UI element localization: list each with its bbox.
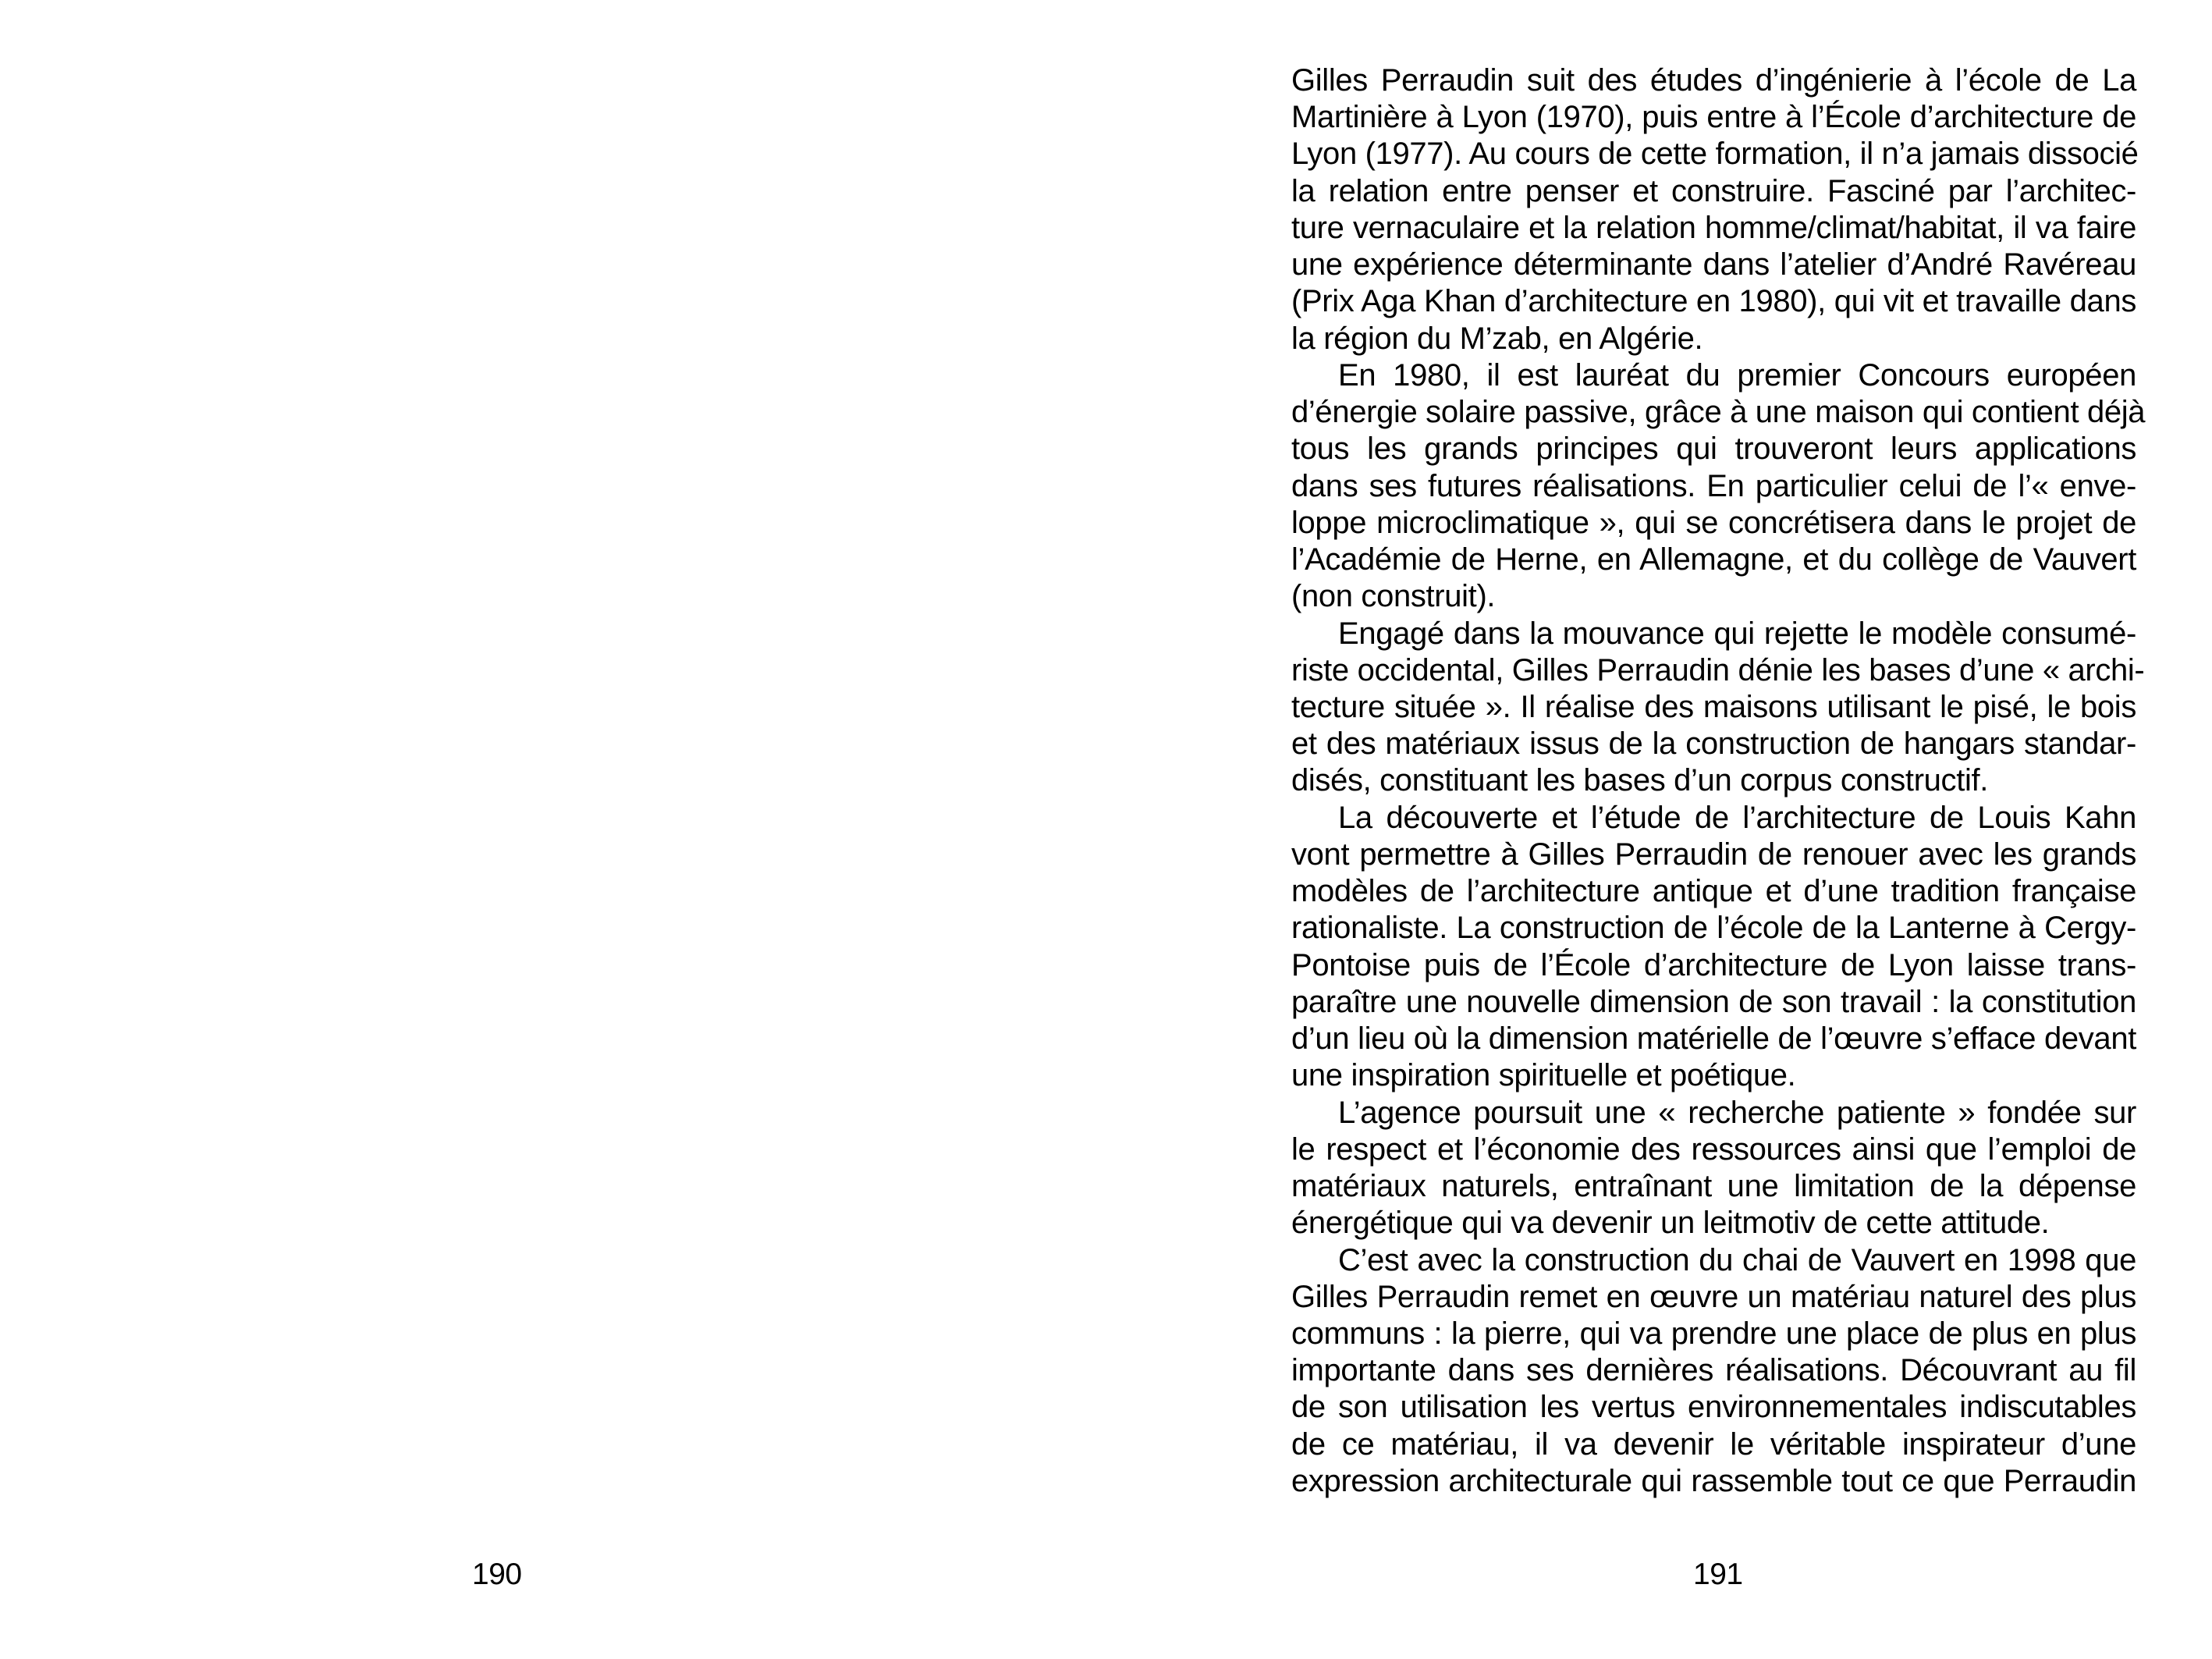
paragraph-3: [1291, 616, 2145, 800]
text-line: C’est avec la construction du chai de Vauvert en 1998 que: [1338, 1242, 2136, 1277]
page-number-left: 190: [472, 1558, 522, 1591]
text-line: l’Académie de Herne, en Allemagne, et du collège de Vauvert: [1291, 542, 2136, 577]
right-page: [1106, 0, 2212, 1659]
text-line: rationaliste. La construction de l’école de la Lanterne à Cergy-: [1291, 911, 2136, 946]
text-line: Martinière à Lyon (1970), puis entre à l’École d’architecture de: [1291, 100, 2136, 135]
text-line: matériaux naturels, entraînant une limitation de la dépense: [1291, 1169, 2136, 1204]
body-text-column: [1291, 62, 2146, 1500]
text-line: expression architecturale qui rassemble tout ce que Perraudin: [1291, 1463, 2136, 1498]
page-number-right: 191: [1693, 1558, 1743, 1591]
text-line: modèles de l’architecture antique et d’une tradition française: [1291, 874, 2136, 909]
text-line: loppe microclimatique », qui se concrétisera dans le projet de: [1291, 505, 2136, 540]
text-line: Gilles Perraudin remet en œuvre un matériau naturel des plus: [1291, 1279, 2136, 1314]
text-line: importante dans ses dernières réalisations. Découvrant au fil: [1291, 1353, 2136, 1388]
text-line: la région du M’zab, en Algérie.: [1291, 321, 1703, 356]
text-line: paraître une nouvelle dimension de son travail : la constitution: [1291, 984, 2136, 1019]
text-line: vont permettre à Gilles Perraudin de renouer avec les grands: [1291, 837, 2136, 872]
text-line: tecture située ». Il réalise des maisons utilisant le pisé, le bois: [1291, 689, 2136, 724]
text-line: de ce matériau, il va devenir le véritable inspirateur d’une: [1291, 1426, 2136, 1462]
text-line: d’énergie solaire passive, grâce à une maison qui contient déjà: [1291, 395, 2146, 430]
text-line: La découverte et l’étude de l’architecture de Louis Kahn: [1338, 800, 2136, 835]
text-line: d’un lieu où la dimension matérielle de l’œuvre s’efface devant: [1291, 1021, 2136, 1057]
text-line: ture vernaculaire et la relation homme/climat/habitat, il va faire: [1291, 210, 2136, 245]
text-line: Engagé dans la mouvance qui rejette le modèle consumé-: [1338, 616, 2136, 651]
paragraph-4: [1291, 800, 2136, 1095]
text-line: Pontoise puis de l’École d’architecture de Lyon laisse trans-: [1291, 947, 2136, 982]
text-line: une inspiration spirituelle et poétique.: [1291, 1058, 1796, 1093]
text-line: (Prix Aga Khan d’architecture en 1980), qui vit et travaille dans: [1291, 284, 2136, 319]
text-line: (non construit).: [1291, 579, 1496, 614]
text-line: et des matériaux issus de la construction de hangars standar-: [1291, 726, 2136, 762]
paragraph-5: [1291, 1095, 2136, 1242]
text-line: une expérience déterminante dans l’atelier d’André Ravéreau: [1291, 247, 2136, 282]
text-line: riste occidental, Gilles Perraudin dénie les bases d’une « archi-: [1291, 652, 2145, 687]
text-line: énergétique qui va devenir un leitmotiv de cette attitude.: [1291, 1206, 2050, 1241]
paragraph-6: [1291, 1242, 2136, 1501]
text-line: le respect et l’économie des ressources ainsi que l’emploi de: [1291, 1131, 2136, 1167]
paragraph-2: [1291, 357, 2146, 616]
paragraph-1: [1291, 62, 2139, 357]
text-line: disés, constituant les bases d’un corpus constructif.: [1291, 763, 1989, 798]
text-line: tous les grands principes qui trouveront leurs applications: [1291, 432, 2136, 467]
text-line: la relation entre penser et construire. Fasciné par l’architec-: [1291, 173, 2136, 208]
text-line: En 1980, il est lauréat du premier Concours européen: [1338, 357, 2136, 393]
text-line: dans ses futures réalisations. En particulier celui de l’« enve-: [1291, 468, 2136, 503]
text-line: communs : la pierre, qui va prendre une place de plus en plus: [1291, 1316, 2136, 1351]
text-line: Lyon (1977). Au cours de cette formation, il n’a jamais dissocié: [1291, 137, 2139, 172]
text-line: Gilles Perraudin suit des études d’ingénierie à l’école de La: [1291, 63, 2136, 98]
text-line: L’agence poursuit une « recherche patiente » fondée sur: [1338, 1095, 2136, 1130]
text-line: de son utilisation les vertus environnementales indiscutables: [1291, 1390, 2136, 1425]
